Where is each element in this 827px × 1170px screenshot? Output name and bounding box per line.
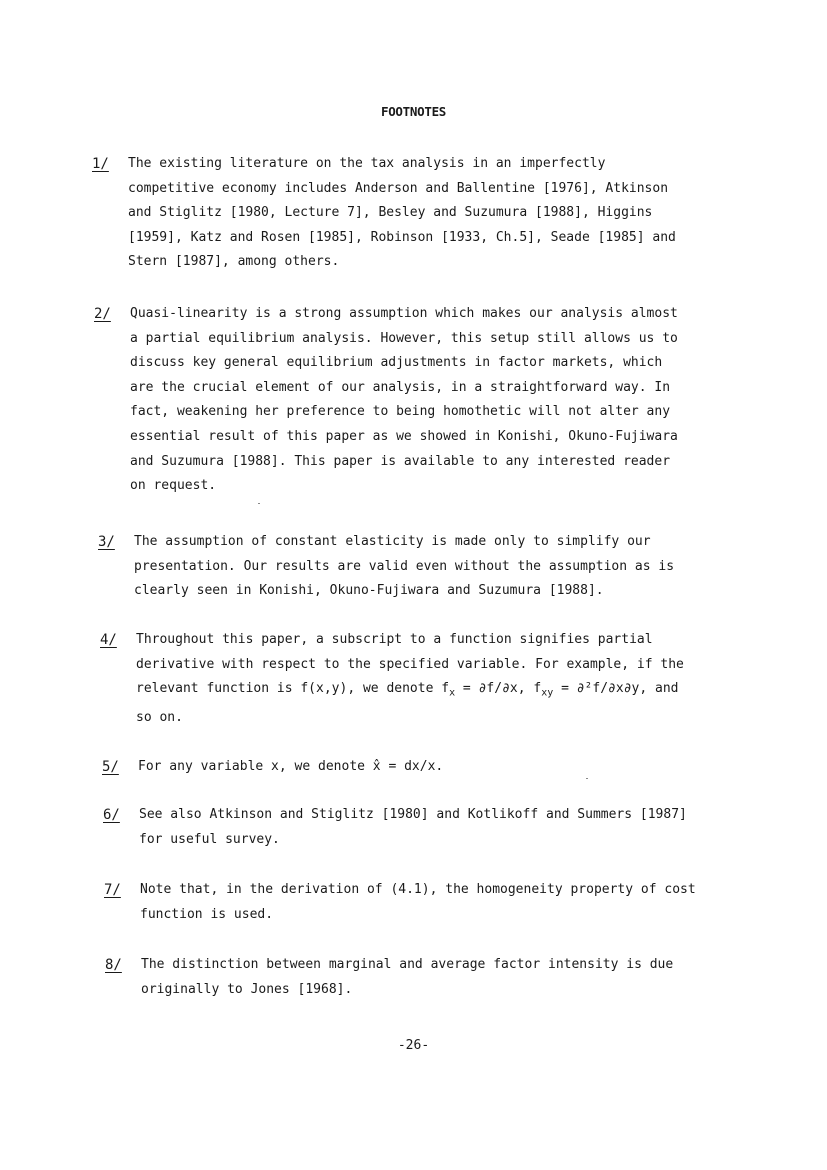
subscript-xy: xy — [541, 687, 554, 699]
text-line: Quasi-linearity is a strong assumption which makes our analysis almost — [130, 306, 678, 321]
text-line: The assumption of constant elasticity is made only to simplify our — [134, 534, 651, 549]
text-line: See also Atkinson and Stiglitz [1980] and Kotlikoff and Summers [1987] — [139, 807, 687, 822]
footnote-number: 2/ — [94, 306, 111, 322]
text-line: function is used. — [140, 906, 274, 922]
footnote-number: 5/ — [102, 759, 119, 775]
footnote-text — [138, 755, 738, 780]
text-line: fact, weakening her preference to being homothetic will not alter any — [130, 404, 671, 420]
footnote-number: 1/ — [92, 156, 109, 172]
footnote-text — [136, 628, 736, 731]
footnote-text — [134, 530, 734, 604]
text-line: The existing literature on the tax analysis in an imperfectly — [128, 156, 606, 171]
text-line: discuss key general equilibrium adjustments in factor markets, which — [130, 355, 663, 371]
text-line: so on. — [136, 710, 183, 726]
text-line: for useful survey. — [139, 831, 280, 847]
formula-suffix: = ∂²f/∂x∂y, and — [553, 681, 679, 697]
text-line: and Suzumura [1988]. This paper is available to any interested reader — [130, 453, 671, 469]
text-line: The distinction between marginal and average factor intensity is due — [141, 957, 674, 972]
text-line: and Stiglitz [1980, Lecture 7], Besley and Suzumura [1988], Higgins — [128, 205, 653, 221]
text-line: presentation. Our results are valid even without the assumption as is — [134, 558, 675, 574]
text-line: a partial equilibrium analysis. However, this setup still allows us to — [130, 330, 678, 346]
scan-speck — [258, 503, 260, 504]
footnote-number: 4/ — [100, 632, 117, 648]
text-line: Note that, in the derivation of (4.1), the homogeneity property of cost — [140, 882, 696, 897]
formula-line — [136, 677, 736, 706]
text-line: are the crucial element of our analysis, in a straightforward way. In — [130, 379, 671, 395]
footnote-number: 6/ — [103, 807, 120, 823]
formula-middle: = ∂f/∂x, f — [455, 681, 542, 697]
text-line: on request. — [130, 478, 217, 494]
footnote-text — [128, 152, 738, 275]
text-line: For any variable x, we denote x̂ = dx/x. — [138, 759, 444, 774]
page-heading: FOOTNOTES — [380, 104, 447, 119]
footnote-text — [141, 953, 741, 1002]
formula-prefix: relevant function is f(x,y), we denote f — [136, 681, 450, 697]
subscript-x: x — [449, 687, 456, 699]
page-number: -26- — [397, 1038, 430, 1053]
footnote-text — [130, 302, 730, 499]
scan-speck — [586, 778, 588, 779]
text-line: Throughout this paper, a subscript to a function signifies partial — [136, 632, 653, 647]
text-line: essential result of this paper as we showed in Konishi, Okuno-Fujiwara — [130, 428, 678, 444]
text-line: competitive economy includes Anderson and Ballentine [1976], Atkinson — [128, 180, 669, 196]
footnote-number: 3/ — [98, 534, 115, 550]
text-line: clearly seen in Konishi, Okuno-Fujiwara and Suzumura [1988]. — [134, 583, 604, 599]
footnote-number: 7/ — [104, 882, 121, 898]
text-line: [1959], Katz and Rosen [1985], Robinson [1933, Ch.5], Seade [1985] and — [128, 229, 676, 245]
footnote-text — [139, 803, 739, 852]
footnote-number: 8/ — [105, 957, 122, 973]
text-line: originally to Jones [1968]. — [141, 981, 353, 997]
text-line: Stern [1987], among others. — [128, 254, 340, 270]
footnote-text — [140, 878, 740, 927]
text-line: derivative with respect to the specified variable. For example, if the — [136, 656, 684, 672]
